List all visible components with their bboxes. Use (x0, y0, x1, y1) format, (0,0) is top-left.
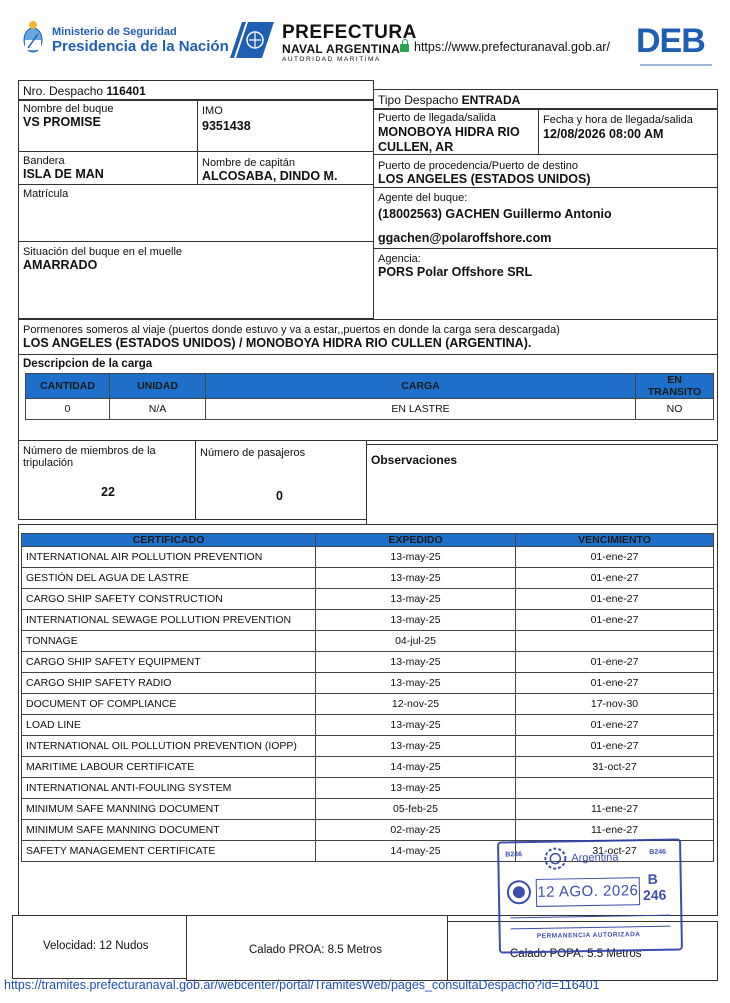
nro-despacho-label: Nro. Despacho (23, 84, 104, 98)
certificado-expedido: 13-may-25 (316, 610, 516, 631)
puerto-llegada-value: MONOBOYA HIDRA RIO CULLEN, AR (378, 125, 520, 154)
procedencia-cell (373, 154, 718, 188)
certificados-table (21, 533, 713, 865)
observaciones-label: Observaciones (371, 453, 458, 467)
observaciones-cell (366, 444, 718, 528)
capitan-cell (197, 151, 374, 185)
certificado-vencimiento: 17-nov-30 (516, 694, 714, 715)
carga-header-transito: EN TRANSITO (636, 374, 714, 399)
carga-row (26, 399, 714, 420)
certificado-expedido: 14-may-25 (316, 841, 516, 862)
certificado-row (22, 778, 714, 799)
carga-header-carga: CARGA (206, 374, 636, 399)
certificado-nombre: MINIMUM SAFE MANNING DOCUMENT (22, 799, 316, 820)
nombre-buque-value: VS PROMISE (23, 115, 101, 129)
certificado-nombre: INTERNATIONAL SEWAGE POLLUTION PREVENTION (22, 610, 316, 631)
certificado-expedido: 05-feb-25 (316, 799, 516, 820)
certificado-nombre: MARITIME LABOUR CERTIFICATE (22, 757, 316, 778)
certificado-row (22, 757, 714, 778)
certificado-row (22, 694, 714, 715)
carga-title: Descripcion de la carga (23, 358, 153, 370)
certificado-vencimiento (516, 631, 714, 652)
agencia-value: PORS Polar Offshore SRL (378, 265, 533, 279)
tipo-despacho-value: ENTRADA (461, 93, 521, 107)
tripulacion-label: Número de miembros de la tripulación (23, 445, 156, 469)
certificado-vencimiento (516, 778, 714, 799)
certificado-row (22, 568, 714, 589)
agente-label: Agente del buque: (378, 192, 468, 204)
viaje-value: LOS ANGELES (ESTADOS UNIDOS) / MONOBOYA HIDRA RIO CULLEN (ARGENTINA). (23, 336, 532, 350)
certificado-vencimiento: 01-ene-27 (516, 568, 714, 589)
certificado-row (22, 715, 714, 736)
agente-email: ggachen@polaroffshore.com (378, 231, 552, 245)
calado-popa-text: Calado POPA: 5.5 Metros (510, 948, 642, 960)
stamp-emblem-icon (506, 879, 532, 905)
puerto-llegada-cell (373, 109, 539, 155)
cert-header-expedido: EXPEDIDO (316, 534, 516, 547)
stamp-number: 246 (642, 886, 667, 904)
situacion-value: AMARRADO (23, 258, 98, 272)
certificado-nombre: INTERNATIONAL ANTI-FOULING SYSTEM (22, 778, 316, 799)
certificado-row (22, 736, 714, 757)
certificado-expedido: 02-may-25 (316, 820, 516, 841)
certificado-nombre: TONNAGE (22, 631, 316, 652)
imo-value: 9351438 (202, 119, 251, 133)
certificado-row (22, 652, 714, 673)
nombre-buque-label: Nombre del buque (23, 103, 114, 115)
velocidad-text: Velocidad: 12 Nudos (43, 940, 149, 952)
cert-header-vencimiento: VENCIMIENTO (516, 534, 714, 547)
imo-cell (197, 100, 374, 152)
stamp-code-right: B246 (649, 848, 667, 856)
fecha-llegada-value: 12/08/2026 08:00 AM (543, 127, 664, 141)
header-url-text: https://www.prefecturanaval.gob.ar/ (414, 40, 610, 54)
certificado-row (22, 631, 714, 652)
imo-label: IMO (202, 105, 223, 117)
certificado-row (22, 820, 714, 841)
certificado-vencimiento: 01-ene-27 (516, 610, 714, 631)
carga-unidad: N/A (110, 399, 206, 420)
certificado-expedido: 12-nov-25 (316, 694, 516, 715)
certificado-vencimiento: 01-ene-27 (516, 589, 714, 610)
carga-header-cantidad: CANTIDAD (26, 374, 110, 399)
tripulacion-cell (18, 440, 196, 520)
carga-section (18, 354, 718, 441)
fecha-llegada-cell (538, 109, 718, 155)
stamp-code-left: B246 (505, 851, 523, 859)
certificado-vencimiento: 01-ene-27 (516, 673, 714, 694)
matricula-cell (18, 184, 374, 242)
certificado-nombre: DOCUMENT OF COMPLIANCE (22, 694, 316, 715)
pna-line1: PREFECTURA (282, 22, 417, 43)
certificado-nombre: CARGO SHIP SAFETY CONSTRUCTION (22, 589, 316, 610)
velocidad-cell (12, 915, 187, 979)
carga-cantidad: 0 (26, 399, 110, 420)
procedencia-value: LOS ANGELES (ESTADOS UNIDOS) (378, 172, 591, 186)
procedencia-label: Puerto de procedencia/Puerto de destino (378, 160, 578, 172)
certificado-vencimiento: 01-ene-27 (516, 652, 714, 673)
certificado-vencimiento: 01-ene-27 (516, 736, 714, 757)
stamp-bottom: PERMANENCIA AUTORIZADA (536, 931, 641, 940)
certificado-expedido: 13-may-25 (316, 736, 516, 757)
capitan-value: ALCOSABA, DINDO M. (202, 169, 338, 183)
certificado-row (22, 799, 714, 820)
fecha-llegada-label: Fecha y hora de llegada/salida (543, 114, 693, 126)
viaje-cell (18, 319, 718, 355)
capitan-label: Nombre de capitán (202, 157, 295, 169)
certificado-vencimiento: 11-ene-27 (516, 820, 714, 841)
carga-carga: EN LASTRE (206, 399, 636, 420)
port-stamp (497, 838, 683, 953)
pasajeros-label: Número de pasajeros (200, 447, 306, 459)
certificado-expedido: 13-may-25 (316, 547, 516, 568)
certificado-expedido: 13-may-25 (316, 715, 516, 736)
certificado-vencimiento: 31-oct-27 (516, 841, 714, 862)
certificado-nombre: GESTIÓN DEL AGUA DE LASTRE (22, 568, 316, 589)
matricula-label: Matrícula (23, 188, 69, 200)
bandera-label: Bandera (23, 155, 65, 167)
certificado-nombre: INTERNATIONAL AIR POLLUTION PREVENTION (22, 547, 316, 568)
stamp-seal-icon (543, 846, 567, 870)
situacion-cell (18, 241, 374, 319)
certificado-expedido: 13-may-25 (316, 652, 516, 673)
deb-logo: DEB (636, 22, 705, 60)
certificado-row (22, 547, 714, 568)
pna-line2: NAVAL ARGENTINA (282, 42, 401, 56)
footer-url-link[interactable]: https://tramites.prefecturanaval.gob.ar/webcenter/portal/TramitesWeb/pages_consultaDespacho?id=116401 (4, 978, 600, 992)
certificado-nombre: MINIMUM SAFE MANNING DOCUMENT (22, 820, 316, 841)
tipo-despacho-cell (373, 89, 718, 109)
agencia-label: Agencia: (378, 253, 421, 265)
certificado-vencimiento: 01-ene-27 (516, 547, 714, 568)
stamp-country: Argentina (571, 851, 619, 865)
certificado-nombre: INTERNATIONAL OIL POLLUTION PREVENTION (IOPP) (22, 736, 316, 757)
certificado-row (22, 589, 714, 610)
situacion-label: Situación del buque en el muelle (23, 246, 183, 258)
certificado-nombre: LOAD LINE (22, 715, 316, 736)
certificado-expedido: 13-may-25 (316, 568, 516, 589)
certificado-expedido: 04-jul-25 (316, 631, 516, 652)
agente-cell (373, 187, 718, 249)
puerto-llegada-label: Puerto de llegada/salida (378, 112, 497, 124)
cert-header-certificado: CERTIFICADO (22, 534, 316, 547)
calado-proa-text: Calado PROA: 8.5 Metros (249, 944, 382, 956)
agencia-cell (373, 248, 718, 324)
ministry-line1: Ministerio de Seguridad (52, 26, 177, 38)
certificado-row (22, 610, 714, 631)
nombre-buque-cell (18, 100, 198, 152)
certificado-vencimiento: 01-ene-27 (516, 715, 714, 736)
certificado-expedido: 13-may-25 (316, 589, 516, 610)
carga-transito: NO (636, 399, 714, 420)
certificado-vencimiento: 31-oct-27 (516, 757, 714, 778)
pasajeros-value: 0 (276, 489, 283, 503)
certificado-nombre: CARGO SHIP SAFETY RADIO (22, 673, 316, 694)
carga-header-unidad: UNIDAD (110, 374, 206, 399)
ministry-line2: Presidencia de la Nación (52, 38, 229, 55)
agente-value: (18002563) GACHEN Guillermo Antonio (378, 207, 612, 221)
tipo-despacho-label: Tipo Despacho (378, 93, 459, 107)
certificado-nombre: SAFETY MANAGEMENT CERTIFICATE (22, 841, 316, 862)
viaje-label: Pormenores someros al viaje (puertos donde estuvo y va a estar,,puertos en donde la carga sera descargada) (23, 324, 560, 336)
stamp-letter: B (647, 870, 658, 887)
certificado-expedido: 13-may-25 (316, 778, 516, 799)
bandera-value: ISLA DE MAN (23, 167, 104, 181)
pna-line3: AUTORIDAD MARITIMA (282, 56, 381, 63)
nro-despacho-value: 116401 (106, 84, 146, 98)
nro-despacho-cell (18, 80, 374, 100)
calado-proa-cell (186, 915, 448, 981)
stamp-date: 12 AGO. 2026 (536, 877, 640, 907)
stamp-grid (510, 915, 670, 930)
certificado-nombre: CARGO SHIP SAFETY EQUIPMENT (22, 652, 316, 673)
carga-table (25, 373, 713, 420)
tripulacion-value: 22 (101, 485, 115, 499)
pasajeros-cell (195, 440, 367, 520)
bandera-cell (18, 151, 198, 185)
certificado-expedido: 14-may-25 (316, 757, 516, 778)
certificado-vencimiento: 11-ene-27 (516, 799, 714, 820)
certificado-row (22, 673, 714, 694)
certificado-expedido: 13-may-25 (316, 673, 516, 694)
